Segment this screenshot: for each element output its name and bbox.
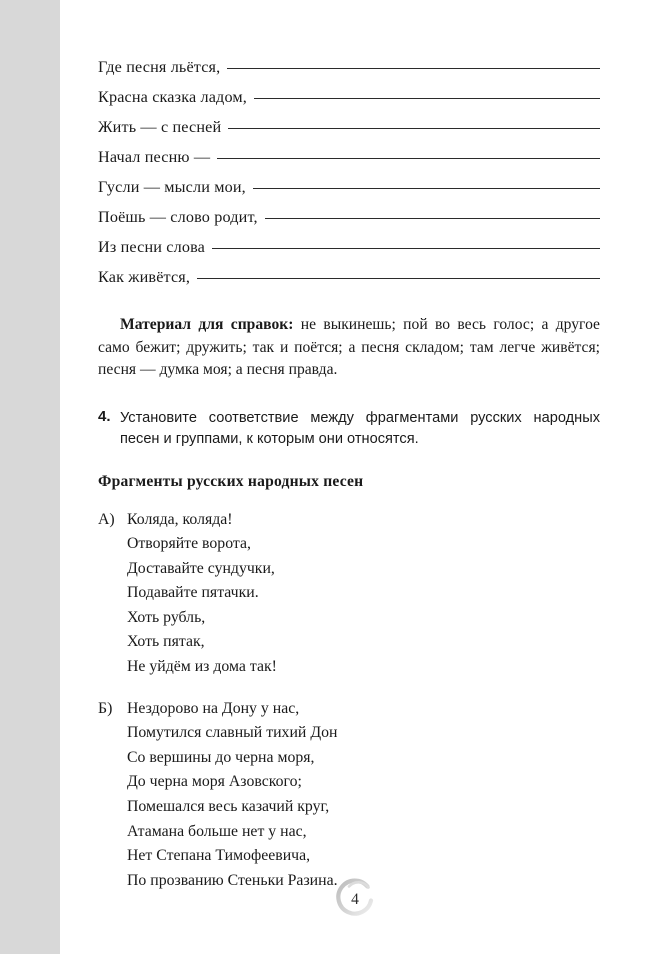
task-number: 4. bbox=[98, 407, 111, 425]
verse-line: По прозванию Стеньки Разина. bbox=[127, 871, 338, 889]
verse-line: Атамана больше нет у нас, bbox=[127, 822, 307, 840]
verse-line: Доставайте сундучки, bbox=[127, 559, 275, 577]
fill-in-prompt: Жить — с песней bbox=[98, 118, 222, 136]
fragment-group-b bbox=[98, 697, 600, 894]
answer-blank-rule[interactable] bbox=[212, 248, 600, 249]
answer-blank-rule[interactable] bbox=[254, 98, 600, 99]
verse-line: Коляда, коляда! bbox=[127, 510, 233, 528]
verse-line: Помешался весь казачий круг, bbox=[127, 798, 330, 816]
fill-in-prompt: Из песни слова bbox=[98, 238, 206, 256]
fill-in-exercise bbox=[98, 58, 600, 298]
verse-line: Не уйдём из дома так! bbox=[127, 658, 277, 676]
answer-blank-rule[interactable] bbox=[228, 128, 600, 129]
verse-line: Помутился славный тихий Дон bbox=[127, 724, 338, 742]
verse-line: Отворяйте ворота, bbox=[127, 535, 251, 553]
reference-material-body: не выкинешь; пой во весь голос; а другое само бежит; дружить; так и поётся; а песня складом; там легче живётся; песня — думка моя; а песня правда. bbox=[98, 316, 600, 378]
task-4-block bbox=[98, 408, 600, 450]
fill-in-row bbox=[98, 58, 600, 88]
verse-line: Подавайте пятачки. bbox=[127, 584, 259, 602]
page-number: 4 bbox=[351, 891, 359, 908]
fill-in-prompt: Красна сказка ладом, bbox=[98, 88, 247, 106]
verse-line: Со вершины до черна моря, bbox=[127, 748, 315, 766]
reference-material-label: Материал для справок: bbox=[120, 316, 294, 333]
fragment-label-b: Б) bbox=[98, 699, 113, 717]
fill-in-prompt: Поёшь — слово родит, bbox=[98, 208, 258, 226]
task-instruction: Установите соответствие между фрагментами русских народных песен и группами, к которым они относятся. bbox=[120, 409, 600, 447]
fill-in-row bbox=[98, 88, 600, 118]
verse-line: Хоть пятак, bbox=[127, 633, 205, 651]
fill-in-row bbox=[98, 238, 600, 268]
fill-in-row bbox=[98, 268, 600, 298]
fragment-label-a: А) bbox=[98, 510, 115, 528]
fill-in-row bbox=[98, 118, 600, 148]
verse-line: Нездорово на Дону у нас, bbox=[127, 699, 300, 717]
fill-in-prompt: Начал песню — bbox=[98, 148, 211, 166]
content-column bbox=[98, 58, 600, 893]
fill-in-prompt: Как живётся, bbox=[98, 268, 191, 286]
fragments-subheading: Фрагменты русских народных песен bbox=[98, 472, 364, 490]
verse-line: Хоть рубль, bbox=[127, 608, 206, 626]
page-sheet bbox=[60, 0, 650, 954]
fill-in-prompt: Где песня льётся, bbox=[98, 58, 221, 76]
fill-in-row bbox=[98, 148, 600, 178]
fill-in-prompt: Гусли — мысли мои, bbox=[98, 178, 246, 196]
answer-blank-rule[interactable] bbox=[265, 218, 600, 219]
answer-blank-rule[interactable] bbox=[217, 158, 600, 159]
answer-blank-rule[interactable] bbox=[253, 188, 600, 189]
verse-line: Нет Степана Тимофеевича, bbox=[127, 847, 311, 865]
answer-blank-rule[interactable] bbox=[197, 278, 600, 279]
answer-blank-rule[interactable] bbox=[227, 68, 600, 69]
page-footer bbox=[60, 876, 650, 936]
fragment-group-a bbox=[98, 508, 600, 680]
verse-line: До черна моря Азовского; bbox=[127, 773, 302, 791]
book-gutter-strip bbox=[0, 0, 60, 954]
fill-in-row bbox=[98, 208, 600, 238]
page-number-ornament bbox=[327, 876, 383, 928]
fill-in-row bbox=[98, 178, 600, 208]
reference-material-paragraph bbox=[98, 314, 600, 382]
